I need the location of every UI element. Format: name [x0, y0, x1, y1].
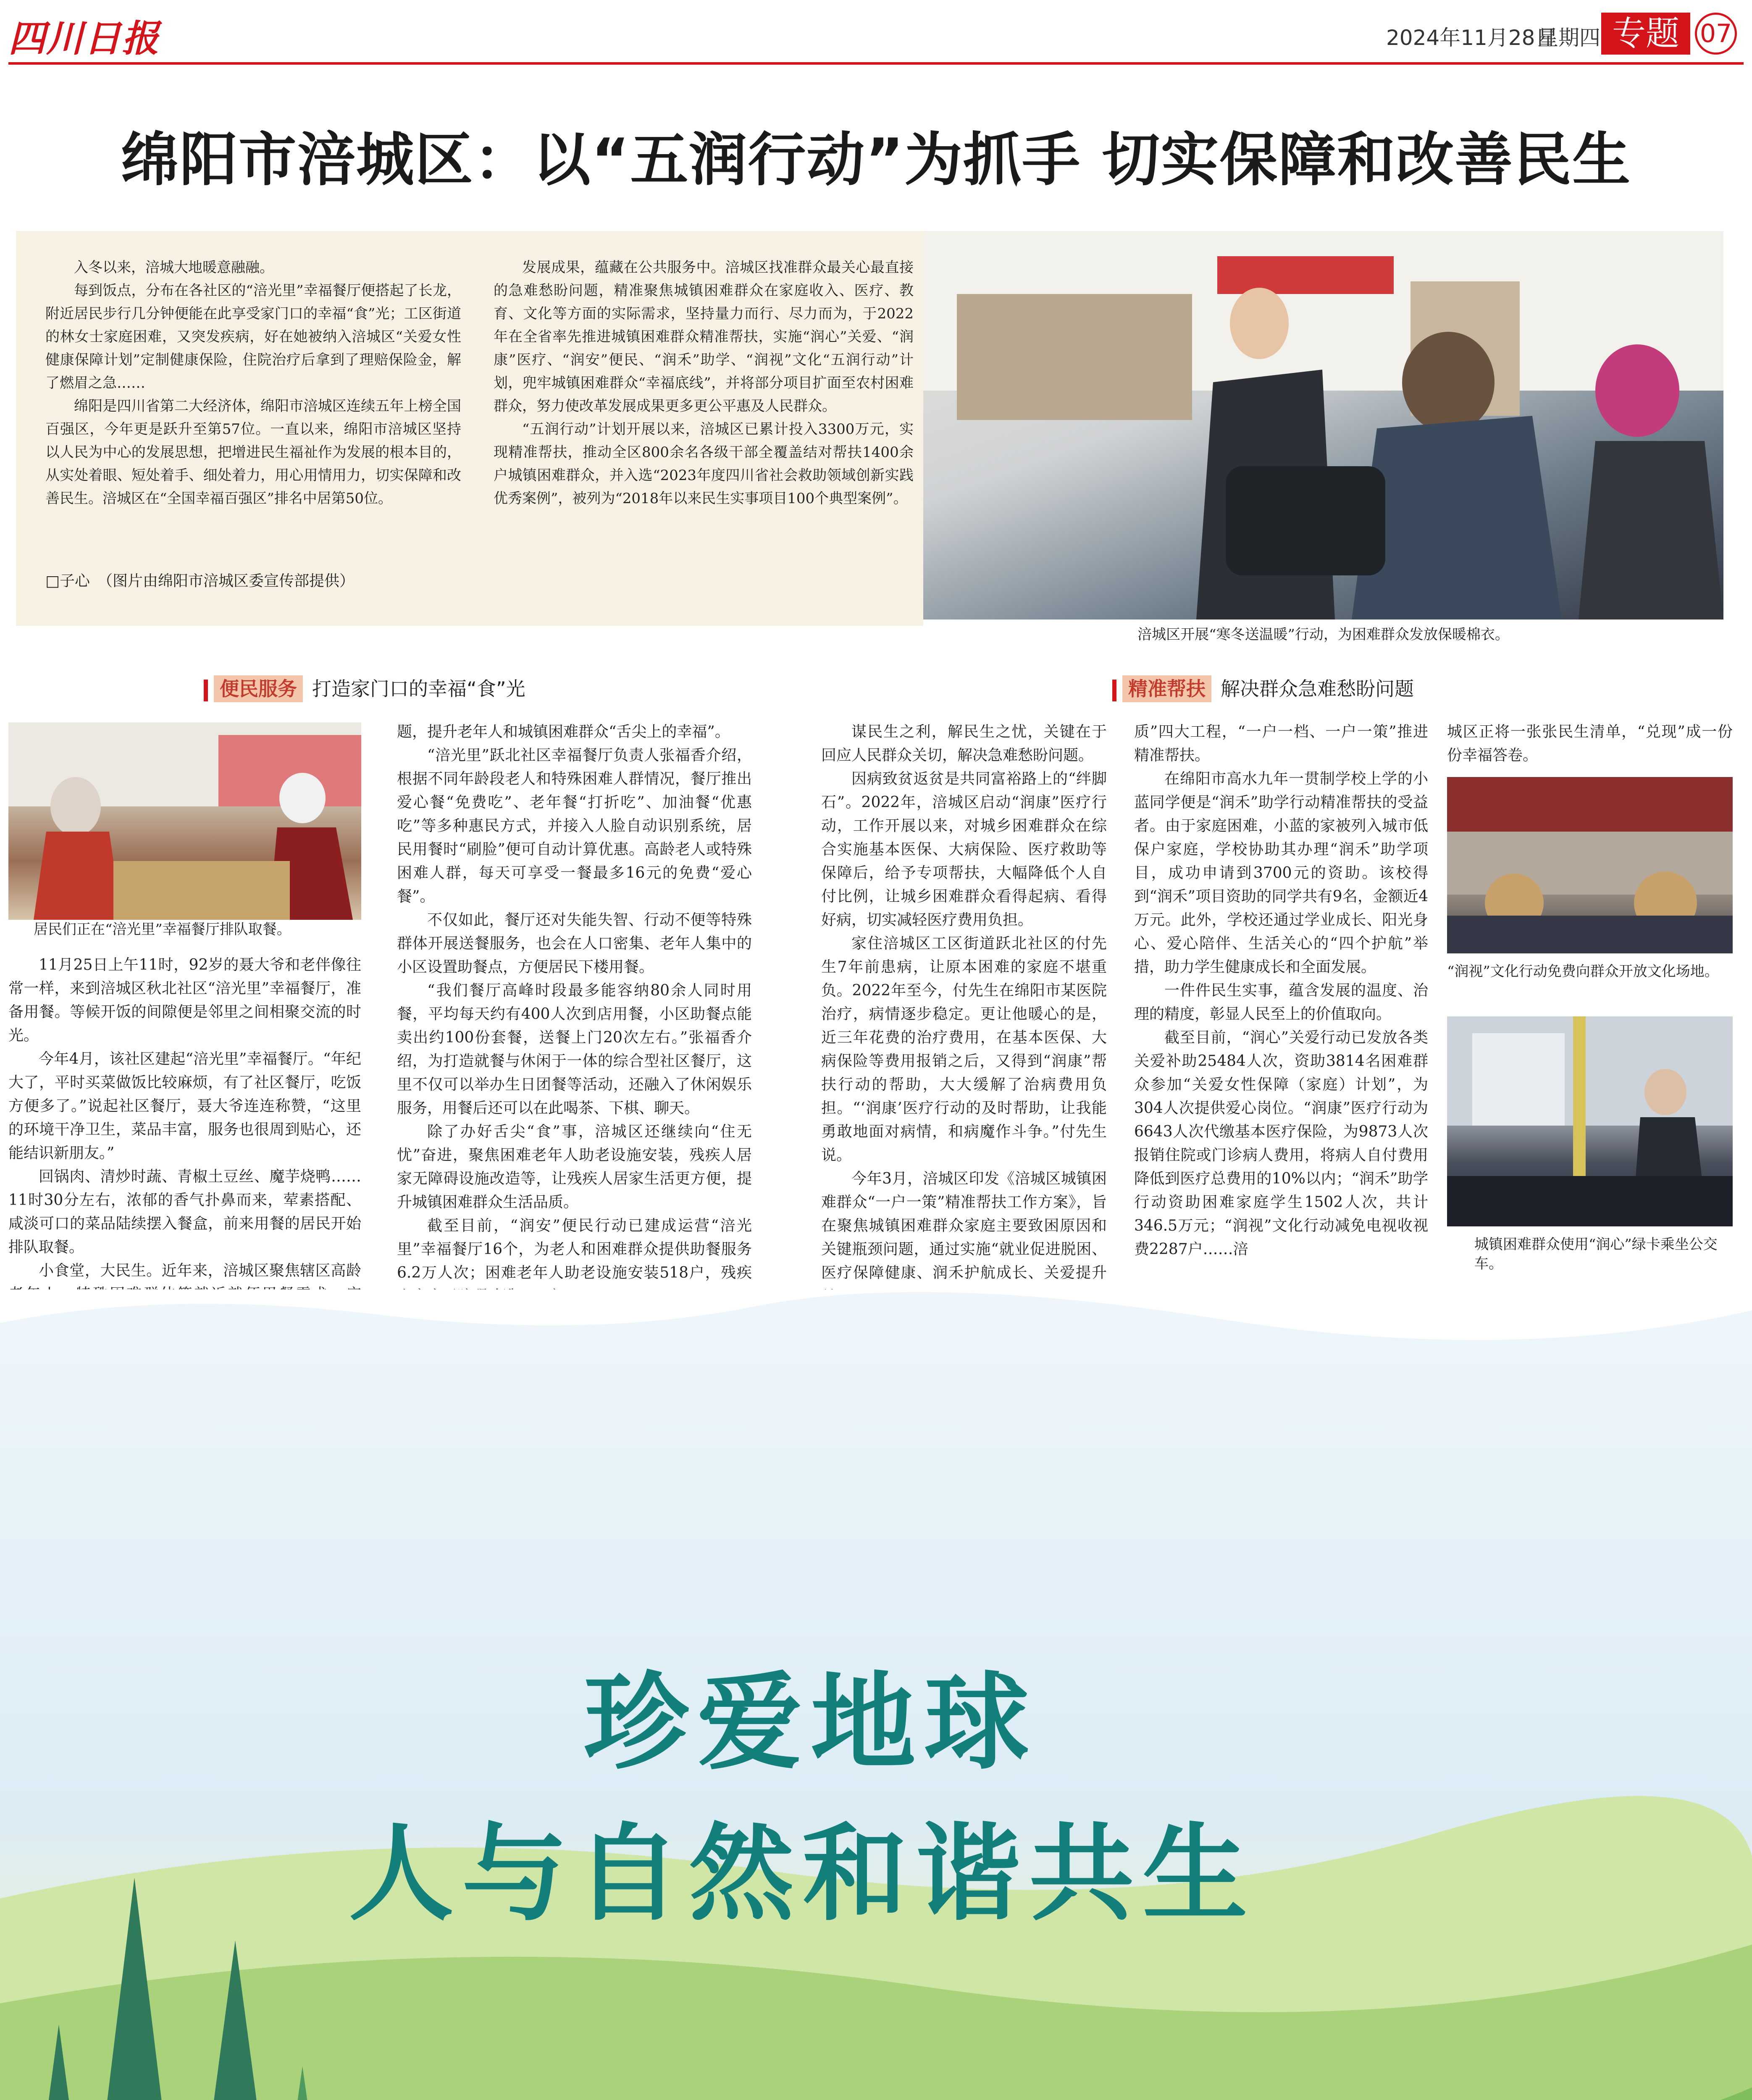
paragraph: 11月25日上午11时，92岁的聂大爷和老伴像往常一样，来到涪城区秋北社区“涪光里”幸福餐厅，准备用餐。等候开饭的间隙便是邻里之间相聚交流的时光。	[8, 956, 361, 1044]
paragraph: 家住涪城区工区街道跃北社区的付先生7年前患病，让原本困难的家庭不堪重负。2022年至今，付先生在绵阳市某医院治疗，病情逐步稳定。更让他暖心的是，近三年花费的治疗费用，在基本医保、大病保险等费用报销之后，又得到“润康”帮扶行动的帮助，大大缓解了治病费用负担。“‘润康’医疗行动的及时帮助，让我能勇敢地面对病情，和病魔作斗争。”付先生说。	[821, 935, 1107, 1164]
article-column-4	[1134, 720, 1428, 1261]
paragraph: 今年3月，涪城区印发《涪城区城镇困难群众“一户一策”精准帮扶工作方案》，旨在聚焦城镇困难群众家庭主要致困原因和关键瓶颈问题，通过实施“就业促进脱困、医疗保障健康、润禾护航成长、关爱提升	[821, 1170, 1107, 1281]
article-column-5	[1447, 720, 1733, 767]
section-title: 打造家门口的幸福“食”光	[312, 677, 525, 700]
paragraph: 因病致贫返贫是共同富裕路上的“绊脚石”。2022年，涪城区启动“润康”医疗行动，工作开展以来，对城乡困难群众在综合实施基本医保、大病保险、医疗救助等保障后，给予专项帮扶，大幅降低个人自付比例，让城乡困难群众看得起病、看得好病，切实减轻医疗费用负担。	[821, 770, 1107, 929]
paragraph: “五润行动”计划开展以来，涪城区已累计投入3300万元，实现精准帮扶，推动全区800余名各级干部全覆盖结对帮扶1400余户城镇困难群众，并入选“2023年度四川省社会救助领域创新实践优秀案例”，被列为“2018年以来民生实事项目100个典型案例”。	[494, 421, 914, 507]
page-number: 07	[1695, 13, 1737, 55]
paragraph: 城区正将一张张民生清单，“兑现”成一份份幸福答卷。	[1447, 723, 1733, 764]
masthead-rule	[8, 62, 1744, 65]
section-marker	[1112, 680, 1116, 701]
section-heading-assistance	[1112, 674, 1414, 704]
issue-date: 2024年11月28日	[1386, 26, 1556, 50]
section-label: 专题	[1601, 13, 1690, 55]
paragraph: 今年4月，该社区建起“涪光里”幸福餐厅。“年纪大了，平时买菜做饭比较麻烦，有了社区餐厅，吃饭方便多了。”说起社区餐厅，聂大爷连连称赞，“这里的环境干净卫生，菜品丰富，服务也很周到贴心，还能结识新朋友。”	[8, 1050, 361, 1162]
paragraph: 入冬以来，涪城大地暖意融融。	[74, 259, 274, 276]
lead-column-1	[45, 256, 461, 510]
culture-photo-caption: “润视”文化行动免费向群众开放文化场地。	[1447, 963, 1719, 980]
poster-slogan-line1: 珍爱地球	[584, 1662, 1038, 1784]
paragraph: 小食堂，大民生。近年来，涪城区聚焦辖区高龄	[39, 1262, 361, 1279]
paragraph: 一件件民生实事，蕴含发展的温度、治理的精度，彰显人民至上的价值取向。	[1134, 982, 1428, 1023]
poster-slogan-line2: 人与自然和谐共生	[349, 1813, 1256, 1935]
paragraph: 发展成果，蕴藏在公共服务中。涪城区找准群众最关心最直接的急难愁盼问题，精准聚焦城镇困难群众在家庭收入、医疗、教育、文化等方面的实际需求，坚持量力而行、尽力而为，于2022年在全省率先推进城镇困难群众精准帮扶，实施“润心”关爱、“润康”医疗、“润安”便民、“润禾”助学、“润视”文化“五润行动”计划，兜牢城镇困难群众“幸福底线”，并将部分项目扩面至农村困难群众，努力使改革发展成果更多更公平惠及人民群众。	[494, 259, 914, 415]
paragraph: 每到饭点，分布在各社区的“涪光里”幸福餐厅便搭起了长龙，附近居民步行几分钟便能在此享受家门口的幸福“食”光；工区街道的林女士家庭困难，又突发疾病，好在她被纳入涪城区“关爱女性健康保障计划”定制健康保险，住院治疗后拿到了理赔保险金，解了燃眉之急……	[45, 282, 461, 391]
section-title: 解决群众急难愁盼问题	[1221, 677, 1414, 700]
main-photo-caption: 涪城区开展“寒冬送温暖”行动，为困难群众发放保暖棉衣。	[1137, 626, 1509, 643]
article-column-2	[397, 720, 752, 1308]
paragraph: “我们餐厅高峰时段最多能容纳80余人同时用餐，平均每天约有400人次到店用餐，小区助餐点能卖出约100份套餐，送餐上门20次左右。”张福香介绍，为打造就餐与休闲于一体的综合型社区餐厅，这里不仅可以举办生日团餐等活动，还融入了休闲娱乐服务，用餐后还可以在此喝茶、下棋、聊天。	[397, 982, 752, 1117]
paragraph: “涪光里”跃北社区幸福餐厅负责人张福香介绍，根据不同年龄段老人和特殊困难人群情况，餐厅推出爱心餐“免费吃”、老年餐“打折吃”、加油餐“优惠吃”等多种惠民方式，并接入人脸自动识别系统，居民用餐时“刷脸”便可自动计算优惠。高龄老人或特殊困难人群，每天可享受一餐最多16元的免费“爱心餐”。	[397, 747, 752, 905]
article-column-3	[821, 720, 1107, 1308]
paragraph: 质”四大工程，“一户一档、一户一策”推进精准帮扶。	[1134, 723, 1428, 764]
paragraph: 在绵阳市高水九年一贯制学校上学的小蓝同学便是“润禾”助学行动精准帮扶的受益者。由于家庭困难，小蓝的家被列入城市低保户家庭，学校协助其办理“润禾”助学项目，成功申请到3700元的资助。该校得到“润禾”项目资助的同学共有9名，金额近4万元。此外，学校还通过学业成长、阳光身心、爱心陪伴、生活关心的“四个护航”举措，助力学生健康成长和全面发展。	[1134, 770, 1428, 976]
canteen-photo-caption: 居民们正在“涪光里”幸福餐厅排队取餐。	[34, 921, 291, 938]
paragraph: 不仅如此，餐厅还对失能失智、行动不便等特殊群体开展送餐服务，也会在人口密集、老年人集中的小区设置助餐点，方便居民下楼用餐。	[397, 911, 752, 976]
page-title: 绵阳市涪城区：以“五润行动”为抓手 切实保障和改善民生	[121, 126, 1631, 194]
canteen-photo[interactable]	[8, 722, 361, 920]
section-tag: 精准帮扶	[1122, 675, 1211, 702]
culture-photo[interactable]	[1447, 777, 1733, 953]
section-marker	[204, 680, 208, 701]
paragraph: 题，提升老年人和城镇困难群众“舌尖上的幸福”。	[397, 723, 730, 740]
paragraph: 除了办好舌尖“食”事，涪城区还继续向“住无忧”奋进，聚焦困难老年人助老设施安装，残疾人居家无障碍设施改造等，让残疾人居家生活更方便，提升城镇困难群众生活品质。	[397, 1123, 752, 1211]
newspaper-logo[interactable]: 四川日报	[8, 16, 160, 60]
byline: □子心 （图片由绵阳市涪城区委宣传部提供）	[45, 572, 355, 590]
section-tag: 便民服务	[214, 675, 303, 702]
paragraph: 截至目前，“润心”关爱行动已发放各类关爱补助25484人次，资助3814名困难群众参加“关爱女性保障（家庭）计划”，为304人次提供爱心岗位。“润康”医疗行动为6643人次代缴基本医疗保险，为9873人次报销住院或门诊病人费用，将病人自付费用降低到医疗总费用的10%以内；“润禾”助学行动资助困难家庭学生1502人次，共计346.5万元；“润视”文化行动减免电视收视费2287户……涪	[1134, 1029, 1428, 1258]
section-heading-convenience	[204, 674, 525, 704]
paragraph: 谋民生之利，解民生之忧，关键在于回应人民群众关切，解决急难愁盼问题。	[821, 723, 1107, 764]
main-photo[interactable]	[923, 231, 1723, 620]
paragraph: 绵阳是四川省第二大经济体，绵阳市涪城区连续五年上榜全国百强区，今年更是跃升至第57位。一直以来，绵阳市涪城区坚持以人民为中心的发展思想，把增进民生福祉作为发展的根本目的，从实处着眼、短处着手、细处着力，用心用情用力，切实保障和改善民生。涪城区在“全国幸福百强区”排名中居第50位。	[45, 398, 461, 507]
issue-weekday: 星期四	[1537, 26, 1600, 50]
bus-photo-caption: 城镇困难群众使用“润心”绿卡乘坐公交车。	[1474, 1236, 1718, 1272]
bus-photo[interactable]	[1447, 1016, 1733, 1226]
paragraph: 回锅肉、清炒时蔬、青椒土豆丝、魔芋烧鸭……11时30分左右，浓郁的香气扑鼻而来，荤素搭配、咸淡可口的菜品陆续摆入餐盒，前来用餐的居民开始排队取餐。	[8, 1168, 361, 1256]
paragraph: 截至目前，“润安”便民行动已建成运营“涪光里”幸福餐厅16个，为老人和困难群众提供助餐服务6.2万人次；困难老年人助老设施安装518户，残疾	[397, 1217, 752, 1281]
lead-column-2	[494, 256, 914, 510]
